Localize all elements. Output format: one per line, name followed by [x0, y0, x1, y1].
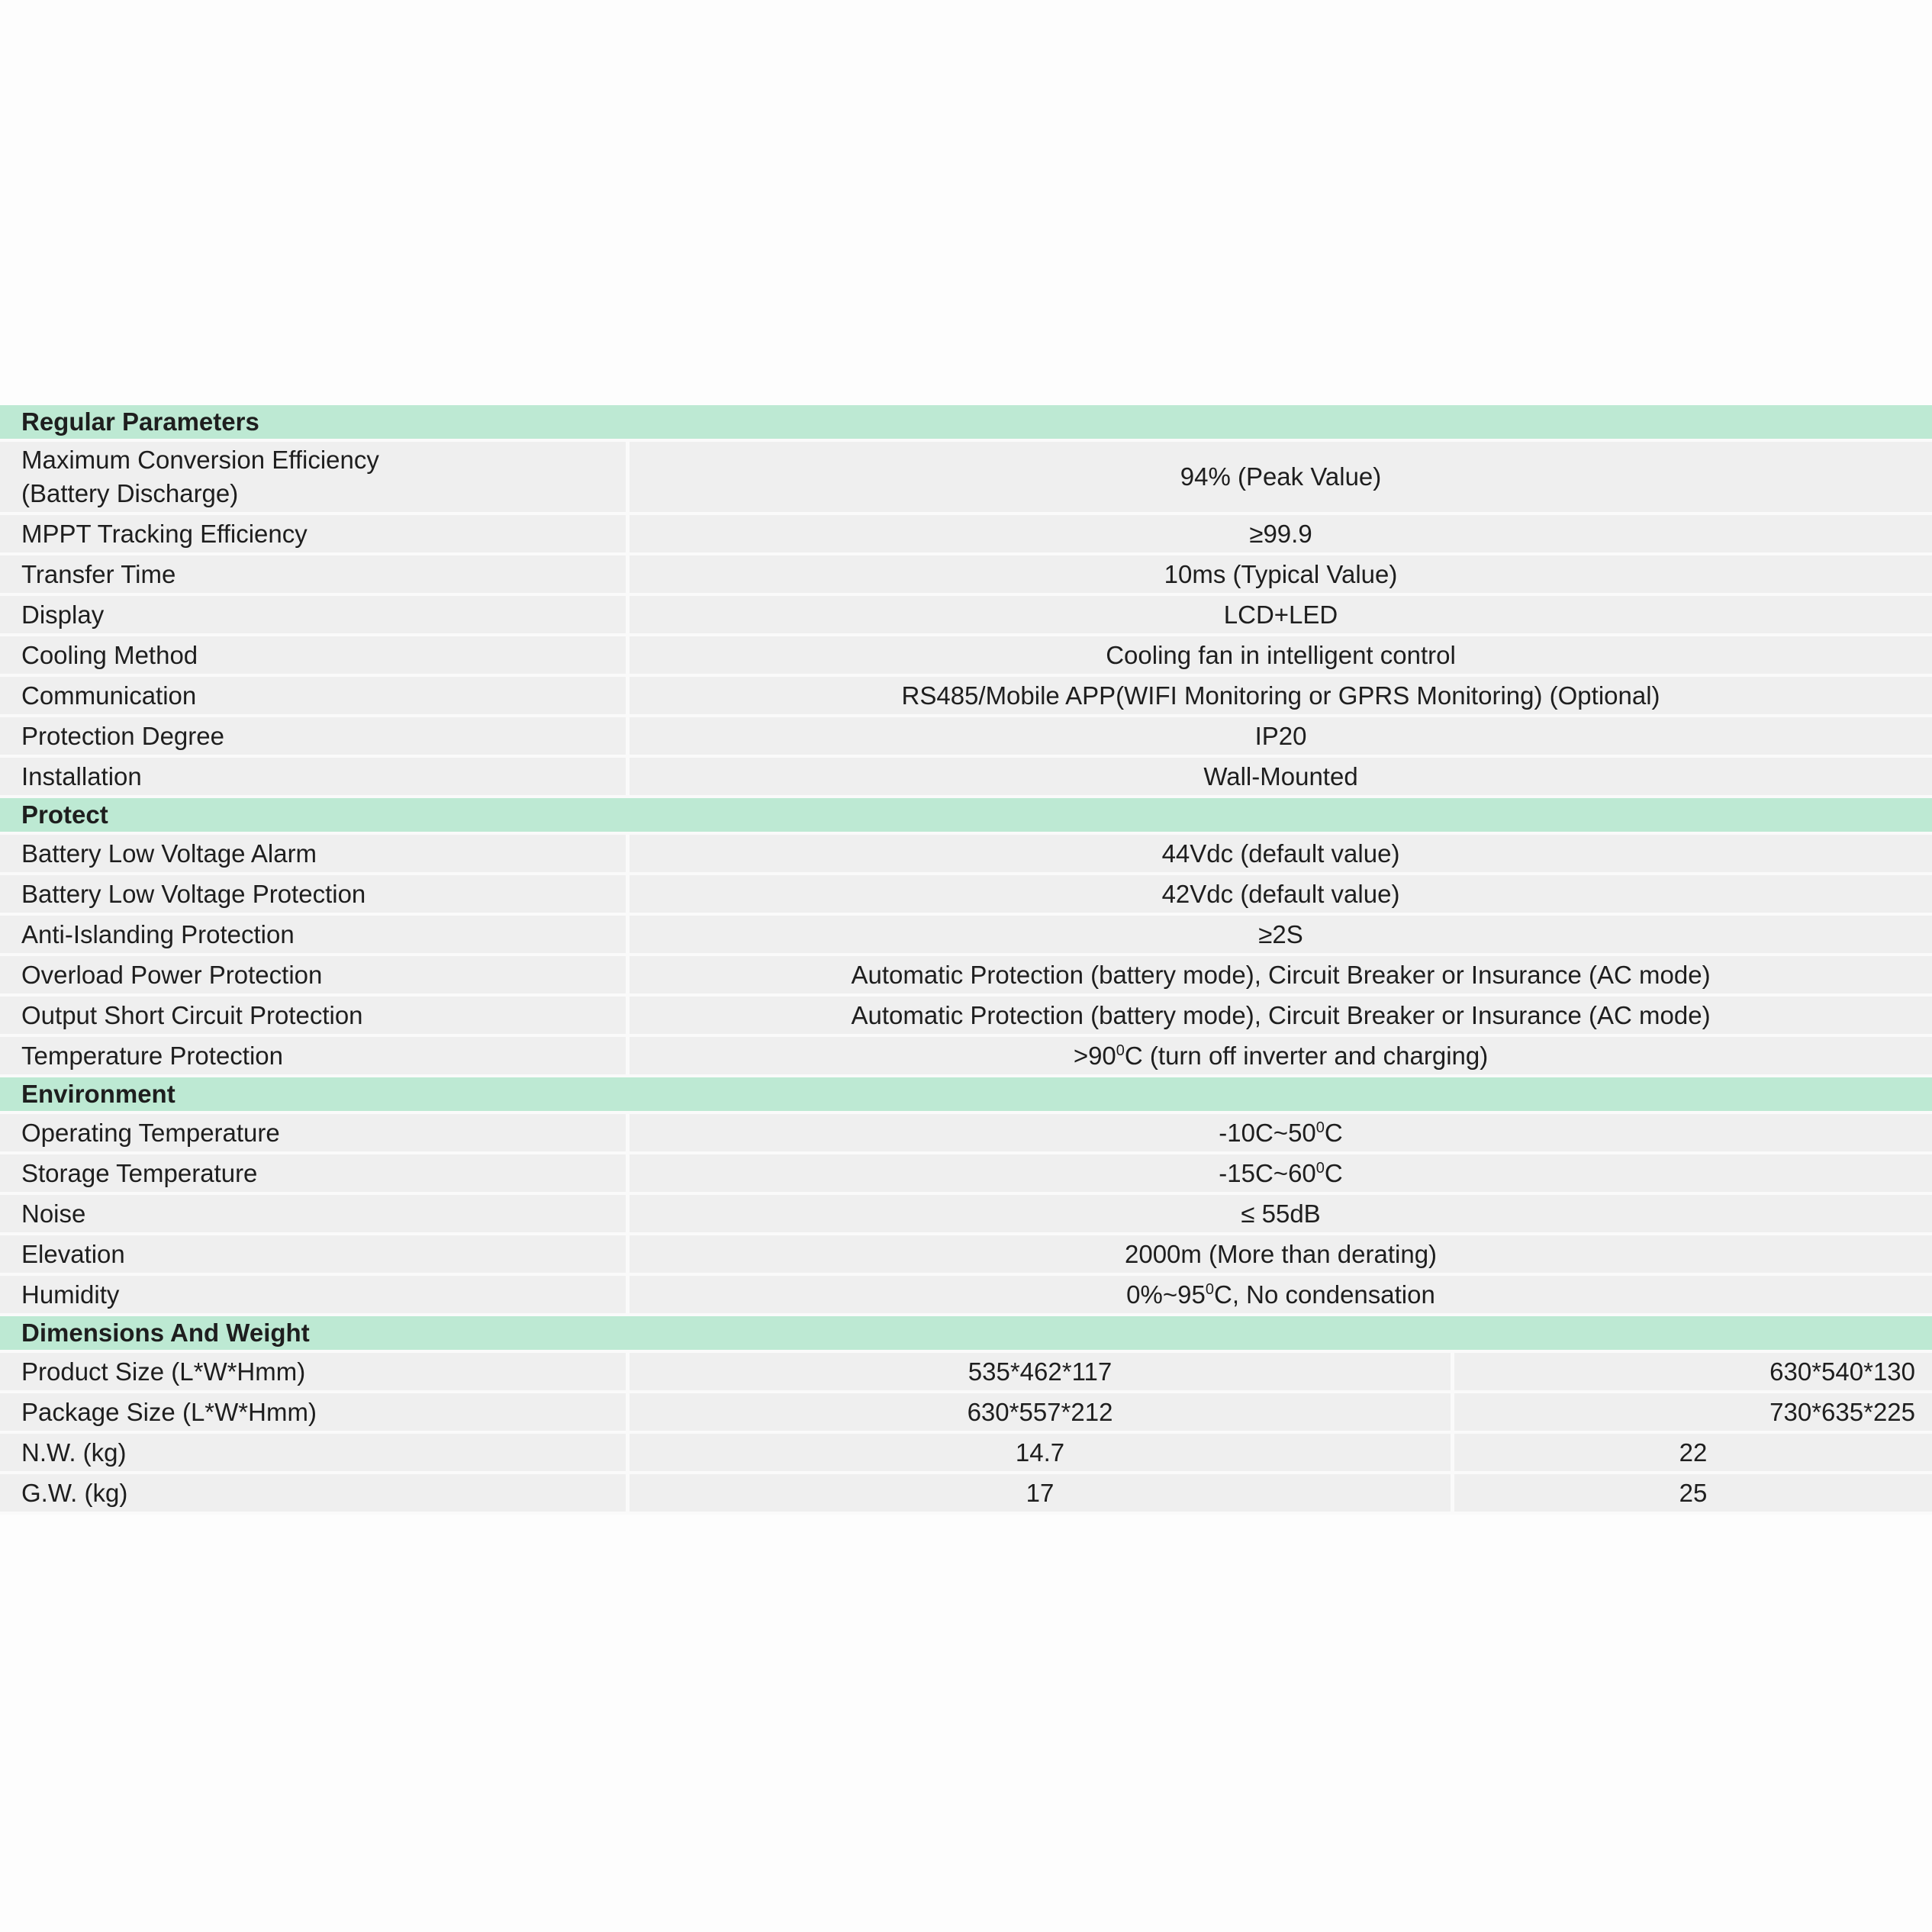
- row-value: [630, 1276, 1932, 1316]
- row-value: IP20: [630, 717, 1932, 758]
- row-label: Anti-Islanding Protection: [0, 916, 630, 956]
- section-header-protect: [0, 798, 1932, 835]
- table-row: [0, 1114, 1932, 1154]
- row-label: Battery Low Voltage Protection: [0, 875, 630, 916]
- table-row: [0, 596, 1932, 636]
- row-label: Noise: [0, 1195, 630, 1235]
- row-label: Storage Temperature: [0, 1154, 630, 1195]
- row-label: Communication: [0, 677, 630, 717]
- row-label: Humidity: [0, 1276, 630, 1316]
- value-text: 0%~95: [1126, 1280, 1206, 1309]
- row-value: 94% (Peak Value): [630, 442, 1932, 515]
- value-text: >90: [1073, 1041, 1116, 1070]
- value-text: C: [1324, 1118, 1343, 1147]
- row-value: ≥99.9: [630, 515, 1932, 555]
- section-header-environment: [0, 1077, 1932, 1114]
- row-value-model-a: 17: [630, 1474, 1454, 1515]
- section-title: Dimensions And Weight: [0, 1316, 1932, 1353]
- row-label: G.W. (kg): [0, 1474, 630, 1515]
- table-row: [0, 1195, 1932, 1235]
- row-value: 44Vdc (default value): [630, 835, 1932, 875]
- section-header-regular: [0, 405, 1932, 442]
- row-value: LCD+LED: [630, 596, 1932, 636]
- row-label: Display: [0, 596, 630, 636]
- row-label: Protection Degree: [0, 717, 630, 758]
- row-value: 10ms (Typical Value): [630, 555, 1932, 596]
- value-text: C: [1324, 1158, 1343, 1187]
- table-row: [0, 555, 1932, 596]
- section-header-dimensions: [0, 1316, 1932, 1353]
- table-row: [0, 1154, 1932, 1195]
- row-label: Installation: [0, 758, 630, 798]
- row-label: Package Size (L*W*Hmm): [0, 1393, 630, 1434]
- row-value-model-a: 14.7: [630, 1434, 1454, 1474]
- row-label: Output Short Circuit Protection: [0, 997, 630, 1037]
- row-value: Automatic Protection (battery mode), Circuit Breaker or Insurance (AC mode): [630, 956, 1932, 997]
- row-value: 2000m (More than derating): [630, 1235, 1932, 1276]
- row-value-model-b: 730*635*225: [1454, 1393, 1932, 1434]
- table-row: [0, 515, 1932, 555]
- row-value: [630, 1114, 1932, 1154]
- value-text: C, No condensation: [1213, 1280, 1435, 1309]
- table-row: [0, 636, 1932, 677]
- table-row: [0, 677, 1932, 717]
- value-text: -15C~60: [1219, 1158, 1316, 1187]
- row-label: Elevation: [0, 1235, 630, 1276]
- row-label: Product Size (L*W*Hmm): [0, 1353, 630, 1393]
- table-row: [0, 1037, 1932, 1077]
- row-value-model-b: 22: [1454, 1434, 1932, 1474]
- value-text: -10C~50: [1219, 1118, 1316, 1147]
- table-row: [0, 1353, 1932, 1393]
- degree-superscript: 0: [1315, 1159, 1325, 1177]
- degree-superscript: 0: [1116, 1042, 1125, 1059]
- row-label-line: Maximum Conversion Efficiency: [21, 446, 379, 474]
- row-value: Cooling fan in intelligent control: [630, 636, 1932, 677]
- table-row: [0, 1393, 1932, 1434]
- table-row: [0, 1434, 1932, 1474]
- row-label: Overload Power Protection: [0, 956, 630, 997]
- row-value: 42Vdc (default value): [630, 875, 1932, 916]
- row-value-model-b: 630*540*130: [1454, 1353, 1932, 1393]
- section-title: Environment: [0, 1077, 1932, 1114]
- row-value-model-a: 630*557*212: [630, 1393, 1454, 1434]
- row-value: ≥2S: [630, 916, 1932, 956]
- table-row: [0, 835, 1932, 875]
- degree-superscript: 0: [1205, 1280, 1214, 1298]
- row-value: ≤ 55dB: [630, 1195, 1932, 1235]
- row-value: Automatic Protection (battery mode), Circuit Breaker or Insurance (AC mode): [630, 997, 1932, 1037]
- section-title: Regular Parameters: [0, 405, 1932, 442]
- row-label-line: (Battery Discharge): [21, 479, 239, 507]
- row-label: MPPT Tracking Efficiency: [0, 515, 630, 555]
- degree-superscript: 0: [1315, 1119, 1325, 1136]
- table-row: [0, 442, 1932, 515]
- value-text: C (turn off inverter and charging): [1124, 1041, 1489, 1070]
- row-value: [630, 1154, 1932, 1195]
- table-row: [0, 1235, 1932, 1276]
- row-value: Wall-Mounted: [630, 758, 1932, 798]
- row-label: Temperature Protection: [0, 1037, 630, 1077]
- row-value: [630, 1037, 1932, 1077]
- row-label: Transfer Time: [0, 555, 630, 596]
- row-label: Cooling Method: [0, 636, 630, 677]
- row-value: RS485/Mobile APP(WIFI Monitoring or GPRS Monitoring) (Optional): [630, 677, 1932, 717]
- row-label: N.W. (kg): [0, 1434, 630, 1474]
- row-value-model-b: 25: [1454, 1474, 1932, 1515]
- table-row: [0, 956, 1932, 997]
- table-row: [0, 1276, 1932, 1316]
- section-title: Protect: [0, 798, 1932, 835]
- row-value-model-a: 535*462*117: [630, 1353, 1454, 1393]
- table-row: [0, 717, 1932, 758]
- row-label: [0, 442, 630, 515]
- table-row: [0, 916, 1932, 956]
- table-row: [0, 758, 1932, 798]
- row-label: Operating Temperature: [0, 1114, 630, 1154]
- table-row: [0, 875, 1932, 916]
- row-label: Battery Low Voltage Alarm: [0, 835, 630, 875]
- table-row: [0, 997, 1932, 1037]
- spec-table: [0, 405, 1932, 1515]
- table-row: [0, 1474, 1932, 1515]
